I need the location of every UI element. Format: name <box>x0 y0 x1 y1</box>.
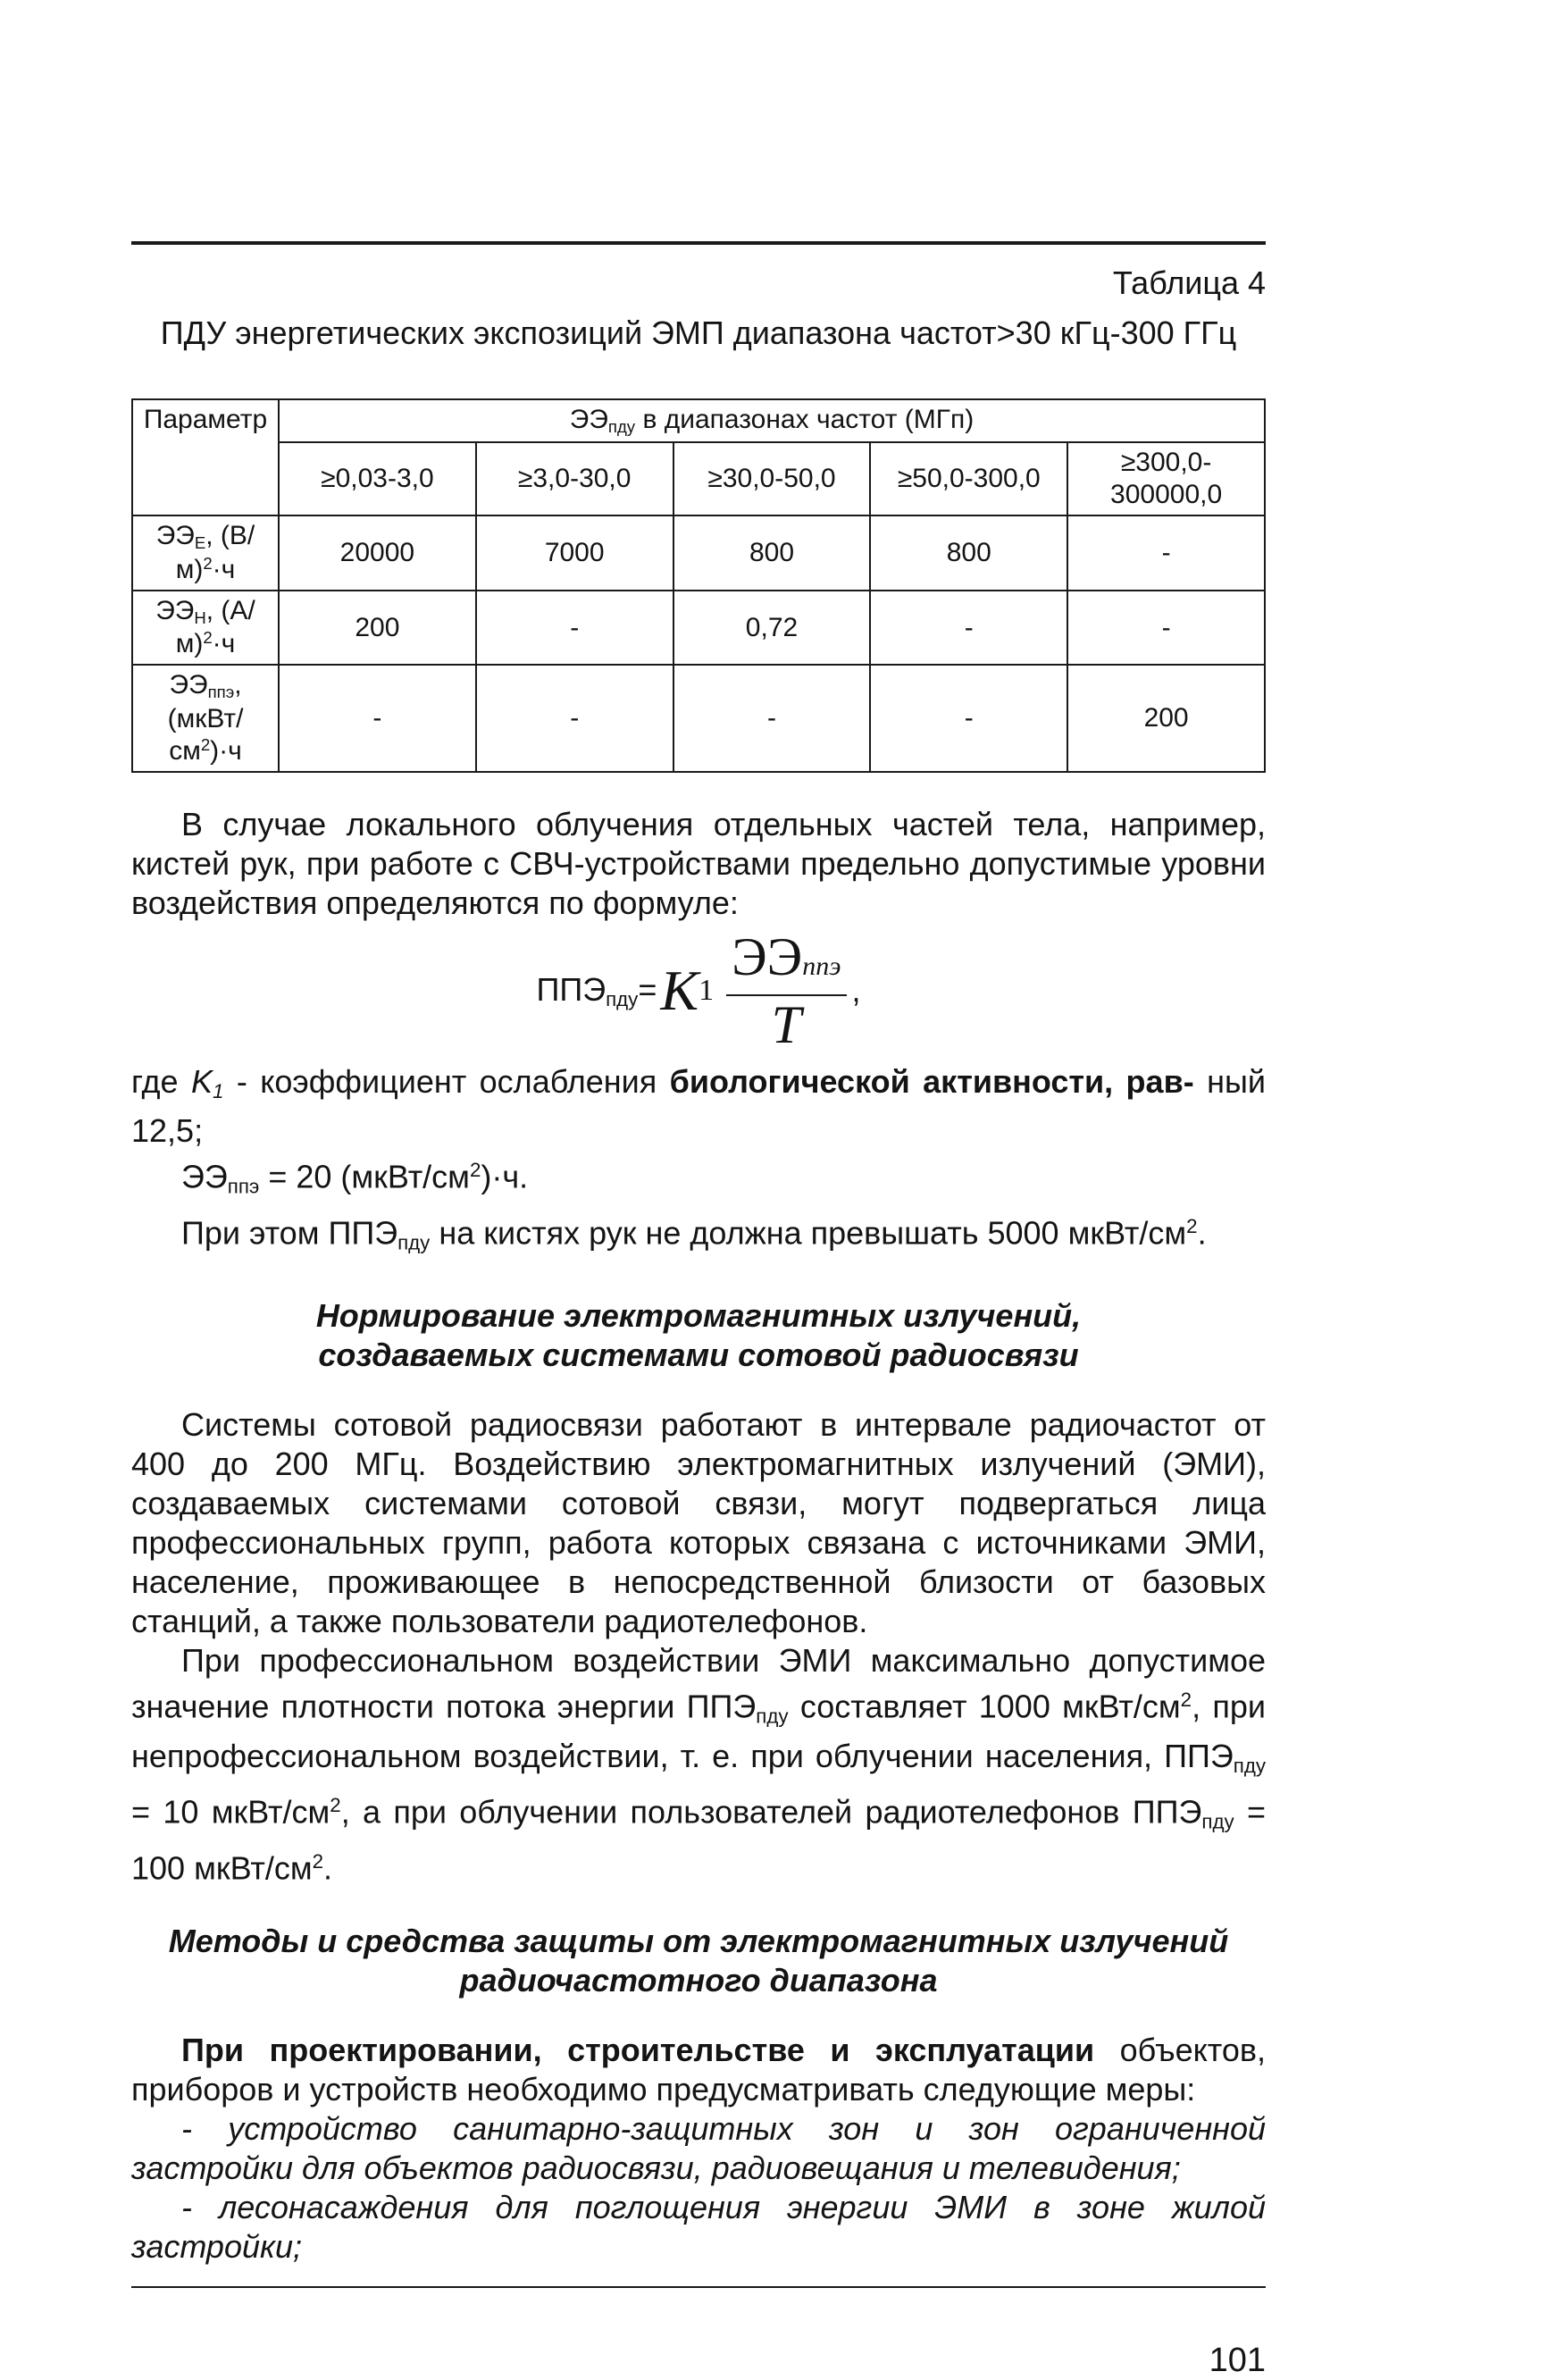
table-cell: - <box>1067 515 1265 591</box>
header-range: ≥50,0-300,0 <box>870 442 1067 515</box>
table-row <box>132 665 1265 772</box>
table-cell: - <box>476 665 673 772</box>
table-cell: - <box>279 665 476 772</box>
section-heading-protection: Методы и средства защиты от электромагнитных излучений радиочастотного диапазона <box>168 1922 1229 1999</box>
header-range: ≥30,0-50,0 <box>673 442 871 515</box>
table-cell: 0,72 <box>673 591 871 666</box>
table-cell: - <box>476 591 673 666</box>
formula-ppe <box>131 928 1266 1053</box>
header-range: ≥3,0-30,0 <box>476 442 673 515</box>
row-label: $ЭЭ_{ппэ}$, $(мкВт/см^2)\cdot ч$ <box>132 665 279 772</box>
table-cell: 800 <box>673 515 871 591</box>
table-number: Таблица 4 <box>1112 264 1266 301</box>
table-cell: - <box>870 591 1067 666</box>
table-cell: - <box>673 665 871 772</box>
table-row <box>132 591 1265 666</box>
table-cell: - <box>870 665 1067 772</box>
paragraph-local-exposure: В случае локального облучения отдельных частей тела, например, кистей рук, при работе с СВЧ-устройствами предельно допустимые уровни воздействия определяются по формуле: <box>131 806 1266 922</box>
top-rule <box>131 241 1266 245</box>
formula-k: K <box>660 959 699 1023</box>
bottom-rule <box>131 2286 1266 2288</box>
paragraph-eeppe-value: $ЭЭ_{ппэ} = 20$ $(мкВт/см^2)\cdot ч$. <box>181 1158 529 1198</box>
header-frequency-group: $ЭЭ_{пду}$ в диапазонах частот (МГп) <box>279 399 1265 442</box>
formula-numerator: ЭЭппэ <box>726 929 846 996</box>
paragraph-professional-exposure: При профессиональном воздействии ЭМИ максимально допустимое значение плотности потока энергии $ППЭ_{пду}$ составляет 1000 мкВт/$см^2$, при непрофессиональном воздействии, т. е. при облучении населения, $ППЭ_{пду} = 10$ мкВт/$см^2$, а при облучении пользователей радиотелефонов $ППЭ_{пду} = 100$ мкВт/$см^2$. <box>131 1642 1266 1886</box>
table-cell: 7000 <box>476 515 673 591</box>
table-cell: 20000 <box>279 515 476 591</box>
formula-k-sub: 1 <box>699 974 715 1008</box>
paragraph-cellular-systems: Системы сотовой радиосвязи работают в интервале радиочастот от 400 до 200 МГц. Воздействию электромагнитных излучений (ЭМИ), создаваемых системами сотовой связи, могут подвергаться лица профессиональных групп, работа которых связана с источниками ЭМИ, население, проживающее в непосредственной близости от базовых станций, а также пользователи радиотелефонов. <box>131 1406 1266 1640</box>
table-row <box>132 515 1265 591</box>
list-item: - лесонасаждения для поглощения энергии ЭМИ в зоне жилой застройки; <box>131 2188 1266 2265</box>
formula-comma: , <box>851 972 861 1010</box>
page-number: 101 <box>1209 2341 1266 2379</box>
pdu-table <box>131 398 1266 773</box>
paragraph-design-measures: При проектировании, строительстве и эксплуатации объектов, приборов и устройств необходимо предусматривать следующие меры: <box>131 2031 1266 2108</box>
table-cell: 200 <box>279 591 476 666</box>
list-item: - устройство санитарно-защитных зон и зон ограниченной застройки для объектов радиосвязи, радиовещания и телевидения; <box>131 2109 1266 2186</box>
page-content <box>131 241 1266 2380</box>
table-cell: - <box>1067 591 1265 666</box>
table-cell: 800 <box>870 515 1067 591</box>
row-label: $ЭЭ_Н$, $(А/м)^2\cdot ч$ <box>132 591 279 666</box>
table-title: ПДУ энергетических экспозиций ЭМП диапазона частот>30 кГц-300 ГГц <box>160 314 1237 351</box>
table-cell: 200 <box>1067 665 1265 772</box>
header-parameter: Параметр <box>132 399 279 515</box>
header-range: ≥0,03-3,0 <box>279 442 476 515</box>
section-heading-cellular: Нормирование электромагнитных излучений, создаваемых системами сотовой радиосвязи <box>315 1297 1082 1374</box>
formula-denominator: T <box>771 994 801 1054</box>
formula-lhs: $ППЭ_{пду}=$ <box>536 970 657 1010</box>
row-label: $ЭЭ_Е$, $(В/м)^2\cdot ч$ <box>132 515 279 591</box>
paragraph-hands-limit: При этом $ППЭ_{пду}$ на кистях рук не должна превышать 5000 мкВт/$см^2$. <box>181 1214 1207 1254</box>
paragraph-k1-definition: где $K_1$ - коэффициент ослабления биологической активности, рав- ный 12,5; <box>131 1063 1266 1150</box>
formula-fraction <box>726 926 846 1054</box>
header-range: ≥300,0-300000,0 <box>1067 442 1265 515</box>
